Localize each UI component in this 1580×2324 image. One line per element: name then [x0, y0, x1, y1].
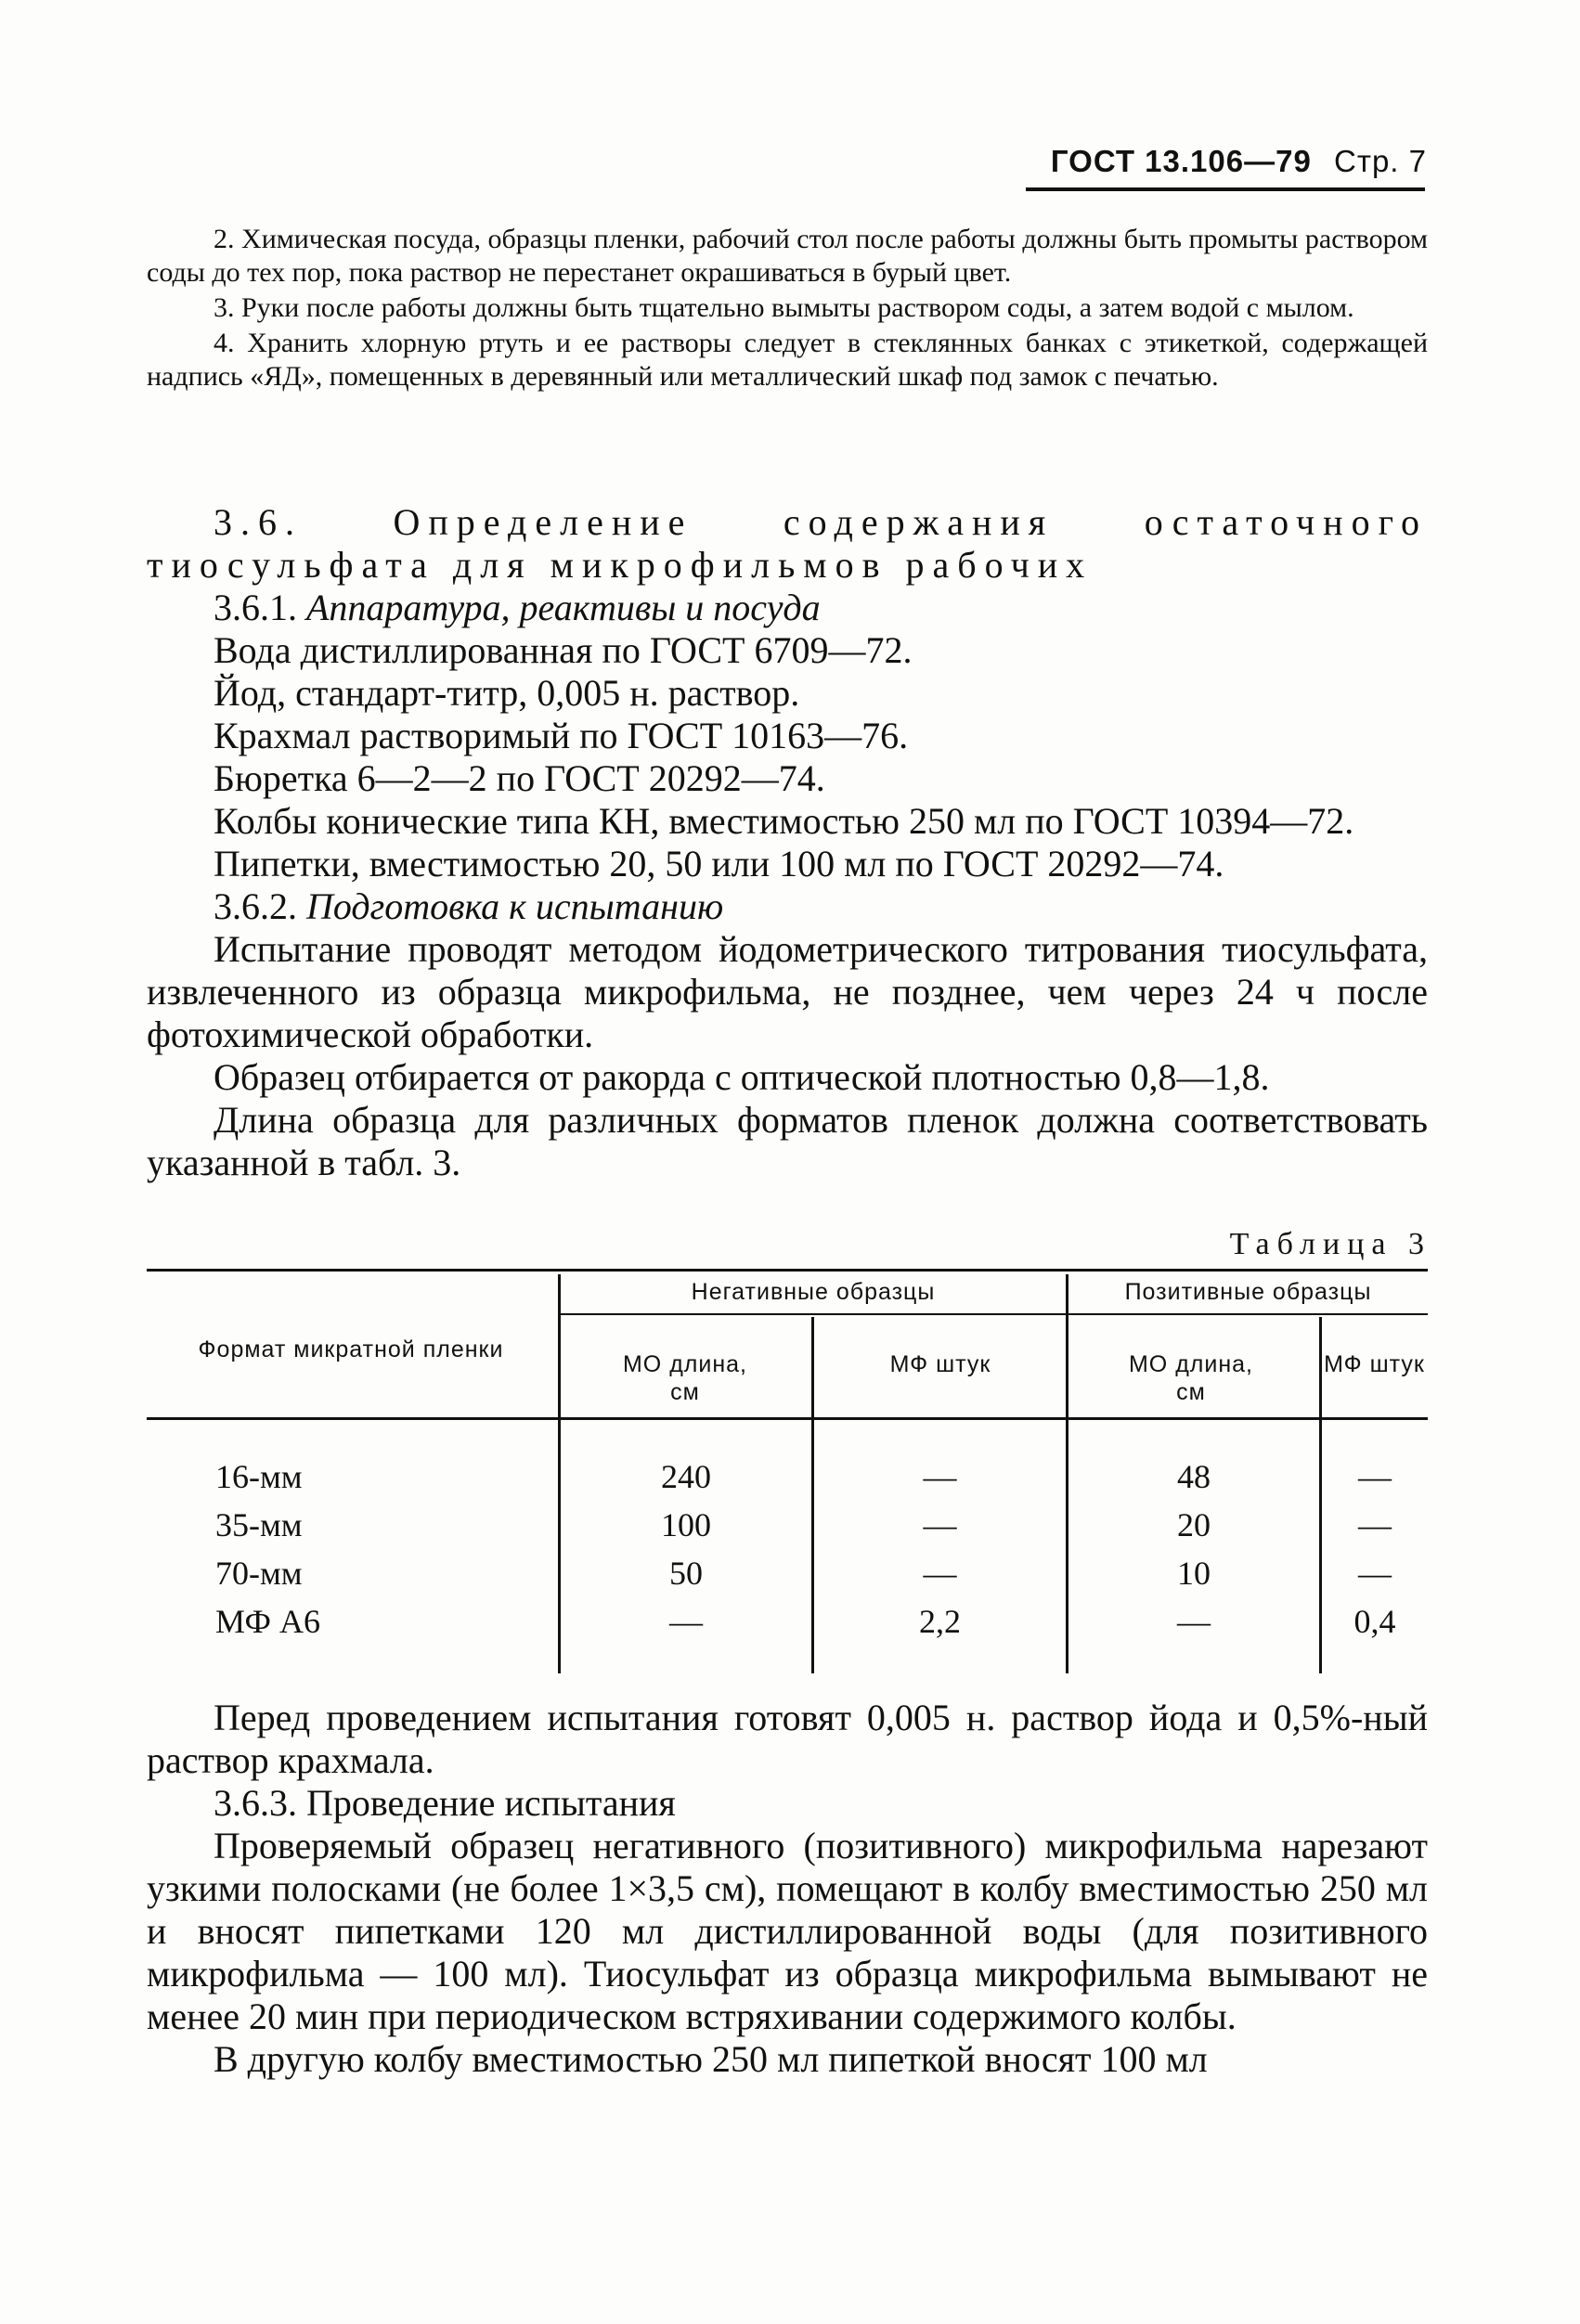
cell-pos-mo: 10 [1177, 1555, 1211, 1592]
safety-rule: 3. Руки после работы должны быть тщательно вымыты раствором соды, а затем водой с мылом. [214, 292, 1354, 323]
paragraph: В другую колбу вместимостью 250 мл пипеткой вносят 100 мл [214, 2038, 1208, 2080]
page-number: Стр. 7 [1334, 144, 1427, 178]
cell-neg-mo: 50 [669, 1555, 703, 1592]
apparatus-item: Бюретка 6—2—2 по ГОСТ 20292—74. [214, 757, 825, 799]
subsection-title: Подготовка к испытанию [306, 885, 724, 927]
doc-number: ГОСТ 13.106—79 [1050, 144, 1312, 178]
subsection-number: 3.6.3. [214, 1782, 297, 1824]
paragraph: Перед проведением испытания готовят 0,005 н. раствор йода и 0,5%-ный раствор крахмала. [147, 1697, 1428, 1781]
cell-neg-mo: 240 [661, 1458, 711, 1495]
apparatus-item: Колбы конические типа КН, вместимостью 250 мл по ГОСТ 10394—72. [214, 800, 1354, 842]
cell-pos-mf: — [1358, 1555, 1392, 1592]
apparatus-item: Йод, стандарт-титр, 0,005 н. раствор. [214, 672, 800, 714]
subsection-3-6-2-heading [147, 885, 1428, 928]
col-format-header: Формат микратной пленки [198, 1336, 504, 1362]
table-caption: Таблица 3 [1229, 1227, 1431, 1261]
subsection-3-6-1-heading [147, 587, 1428, 629]
subsection-number: 3.6.1. [214, 587, 297, 628]
apparatus-item: Вода дистиллированная по ГОСТ 6709—72. [214, 629, 913, 671]
header-rule [1026, 187, 1425, 191]
cell-neg-mo: — [669, 1603, 703, 1640]
subsection-3-6-3-heading [147, 1782, 1428, 1825]
paragraph: Проверяемый образец негативного (позитивного) микрофильма нарезают узкими полосками (не более 1×3,5 см), помещают в колбу вместимостью 250 мл и вносят пипетками 120 мл дистиллированной воды (для позитивного микрофильма — 100 мл). Тиосульфат из образца микрофильма вымывают не менее 20 мин при периодическом встряхивании содержимого колбы. [147, 1825, 1428, 2037]
subsection-title: Проведение испытания [306, 1782, 676, 1824]
cell-pos-mo: 20 [1177, 1506, 1211, 1543]
cell-pos-mf: 0,4 [1353, 1603, 1396, 1640]
cell-neg-mf: 2,2 [919, 1603, 961, 1640]
cell-neg-mf: — [923, 1506, 957, 1543]
section-3-6 [147, 501, 1428, 1184]
cell-neg-mf: — [923, 1555, 957, 1592]
table-rule-head [147, 1417, 1428, 1420]
paragraph: Длина образца для различных форматов пленок должна соответствовать указанной в табл. 3. [147, 1099, 1428, 1183]
cell-format: 35-мм [215, 1506, 303, 1543]
table-rule-group [560, 1313, 1428, 1315]
cell-neg-mf: — [923, 1458, 957, 1495]
section-heading: 3.6. Определение содержания остаточного тиосульфата для микрофильмов рабочих [147, 501, 1428, 586]
safety-rules [147, 223, 1428, 394]
cell-pos-mf: — [1358, 1458, 1392, 1495]
section-3-6-3 [147, 1697, 1428, 2081]
col-neg-mf-header: МФ штук [889, 1351, 991, 1377]
col-pos-mo-header: МО длина, см [1128, 1351, 1253, 1405]
group-negative-header: Негативные образцы [691, 1279, 936, 1305]
page-header [1051, 144, 1427, 179]
cell-format: 70-мм [215, 1555, 303, 1592]
safety-rule: 2. Химическая посуда, образцы пленки, рабочий стол после работы должны быть промыты раствором соды до тех пор, пока раствор не перестанет окрашиваться в бурый цвет. [147, 224, 1428, 288]
cell-pos-mf: — [1358, 1506, 1392, 1543]
cell-format: 16-мм [215, 1458, 303, 1495]
table-rule-top [147, 1269, 1428, 1272]
safety-rule: 4. Хранить хлорную ртуть и ее растворы следует в стеклянных банках с этикеткой, содержащей надпись «ЯД», помещенных в деревянный или металлический шкаф под замок с печатью. [147, 328, 1428, 392]
paragraph: Образец отбирается от ракорда с оптической плотностью 0,8—1,8. [214, 1056, 1270, 1098]
subsection-title: Аппаратура, реактивы и посуда [306, 587, 821, 628]
cell-format: МФ А6 [215, 1603, 320, 1640]
cell-neg-mo: 100 [661, 1506, 711, 1543]
group-positive-header: Позитивные образцы [1124, 1279, 1372, 1305]
paragraph: Испытание проводят методом йодометрического титрования тиосульфата, извлеченного из образца микрофильма, не позднее, чем через 24 ч после фотохимической обработки. [147, 928, 1428, 1055]
apparatus-item: Крахмал растворимый по ГОСТ 10163—76. [214, 715, 909, 756]
col-neg-mo-header: МО длина, см [622, 1351, 747, 1405]
subsection-number: 3.6.2. [214, 885, 297, 927]
col-pos-mf-header: МФ штук [1324, 1351, 1425, 1377]
cell-pos-mo: — [1177, 1603, 1211, 1640]
cell-pos-mo: 48 [1177, 1458, 1211, 1495]
apparatus-item: Пипетки, вместимостью 20, 50 или 100 мл по ГОСТ 20292—74. [214, 843, 1224, 884]
table-3 [147, 1269, 1428, 1677]
